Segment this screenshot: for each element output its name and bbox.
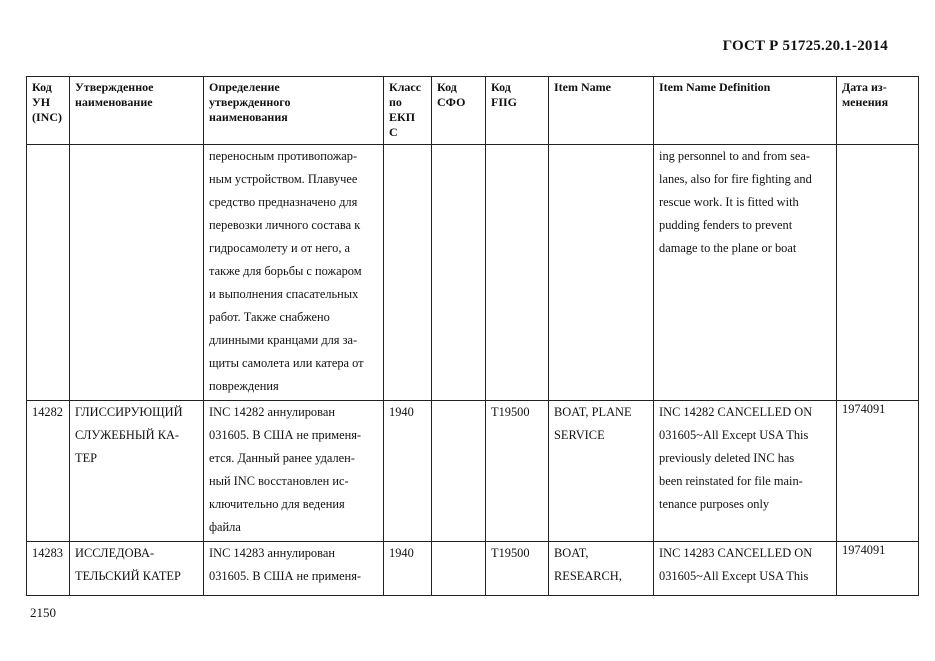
cell-approved-name: ИССЛЕДОВА- ТЕЛЬСКИЙ КАТЕР bbox=[70, 542, 204, 596]
cell-ekps-class bbox=[384, 145, 432, 401]
table-row bbox=[27, 145, 919, 401]
cell-definition: переносным противопожар- ным устройством. Плавучее средство предназначено для перевозки личного состава к гидросамолету и от него, а также для борьбы с пожаром и выполнения спасательных работ. Также снабжено длинными кранцами для за- щиты самолета или катера от повреждения bbox=[204, 145, 384, 401]
change-date-value: 1974091 bbox=[842, 543, 886, 557]
cell-approved-name bbox=[70, 145, 204, 401]
cell-change-date bbox=[837, 401, 919, 542]
cell-item-name-definition: ing personnel to and from sea- lanes, also for fire fighting and rescue work. It is fitted with pudding fenders to prevent damage to the plane or boat bbox=[654, 145, 837, 401]
cell-inc: 14282 bbox=[27, 401, 70, 542]
col-header-change-date: Дата из- менения bbox=[837, 77, 919, 145]
catalog-table bbox=[26, 76, 919, 596]
document-code: ГОСТ Р 51725.20.1-2014 bbox=[722, 38, 888, 54]
change-date-value: 1974091 bbox=[842, 402, 886, 416]
col-header-inc: Код УН (INC) bbox=[27, 77, 70, 145]
cell-change-date bbox=[837, 145, 919, 401]
cell-inc bbox=[27, 145, 70, 401]
cell-approved-name: ГЛИССИРУЮЩИЙ СЛУЖЕБНЫЙ КА- ТЕР bbox=[70, 401, 204, 542]
cell-fiig-code bbox=[486, 145, 549, 401]
cell-item-name-definition: INC 14283 CANCELLED ON 031605~All Except USA This bbox=[654, 542, 837, 596]
cell-sfo-code bbox=[432, 401, 486, 542]
cell-item-name: BOAT, PLANE SERVICE bbox=[549, 401, 654, 542]
cell-sfo-code bbox=[432, 542, 486, 596]
cell-ekps-class: 1940 bbox=[384, 401, 432, 542]
cell-sfo-code bbox=[432, 145, 486, 401]
cell-definition: INC 14283 аннулирован 031605. В США не применя- bbox=[204, 542, 384, 596]
cell-item-name: BOAT, RESEARCH, bbox=[549, 542, 654, 596]
col-header-approved-name: Утвержденное наименование bbox=[70, 77, 204, 145]
table-row bbox=[27, 401, 919, 542]
cell-fiig-code: T19500 bbox=[486, 542, 549, 596]
cell-item-name-definition: INC 14282 CANCELLED ON 031605~All Except USA This previously deleted INC has been reinstated for file main- tenance purposes only bbox=[654, 401, 837, 542]
col-header-fiig-code: Код FIIG bbox=[486, 77, 549, 145]
table-row bbox=[27, 542, 919, 596]
cell-definition: INC 14282 аннулирован 031605. В США не применя- ется. Данный ранее удален- ный INC восстановлен ис- ключительно для ведения файла bbox=[204, 401, 384, 542]
col-header-item-name: Item Name bbox=[549, 77, 654, 145]
col-header-sfo-code: Код СФО bbox=[432, 77, 486, 145]
col-header-item-name-definition: Item Name Definition bbox=[654, 77, 837, 145]
table-header-row bbox=[27, 77, 919, 145]
page-number: 2150 bbox=[30, 605, 56, 620]
cell-ekps-class: 1940 bbox=[384, 542, 432, 596]
col-header-ekps-class: Класс по ЕКП С bbox=[384, 77, 432, 145]
cell-change-date bbox=[837, 542, 919, 596]
cell-inc: 14283 bbox=[27, 542, 70, 596]
cell-fiig-code: T19500 bbox=[486, 401, 549, 542]
cell-item-name bbox=[549, 145, 654, 401]
col-header-definition: Определение утвержденного наименования bbox=[204, 77, 384, 145]
